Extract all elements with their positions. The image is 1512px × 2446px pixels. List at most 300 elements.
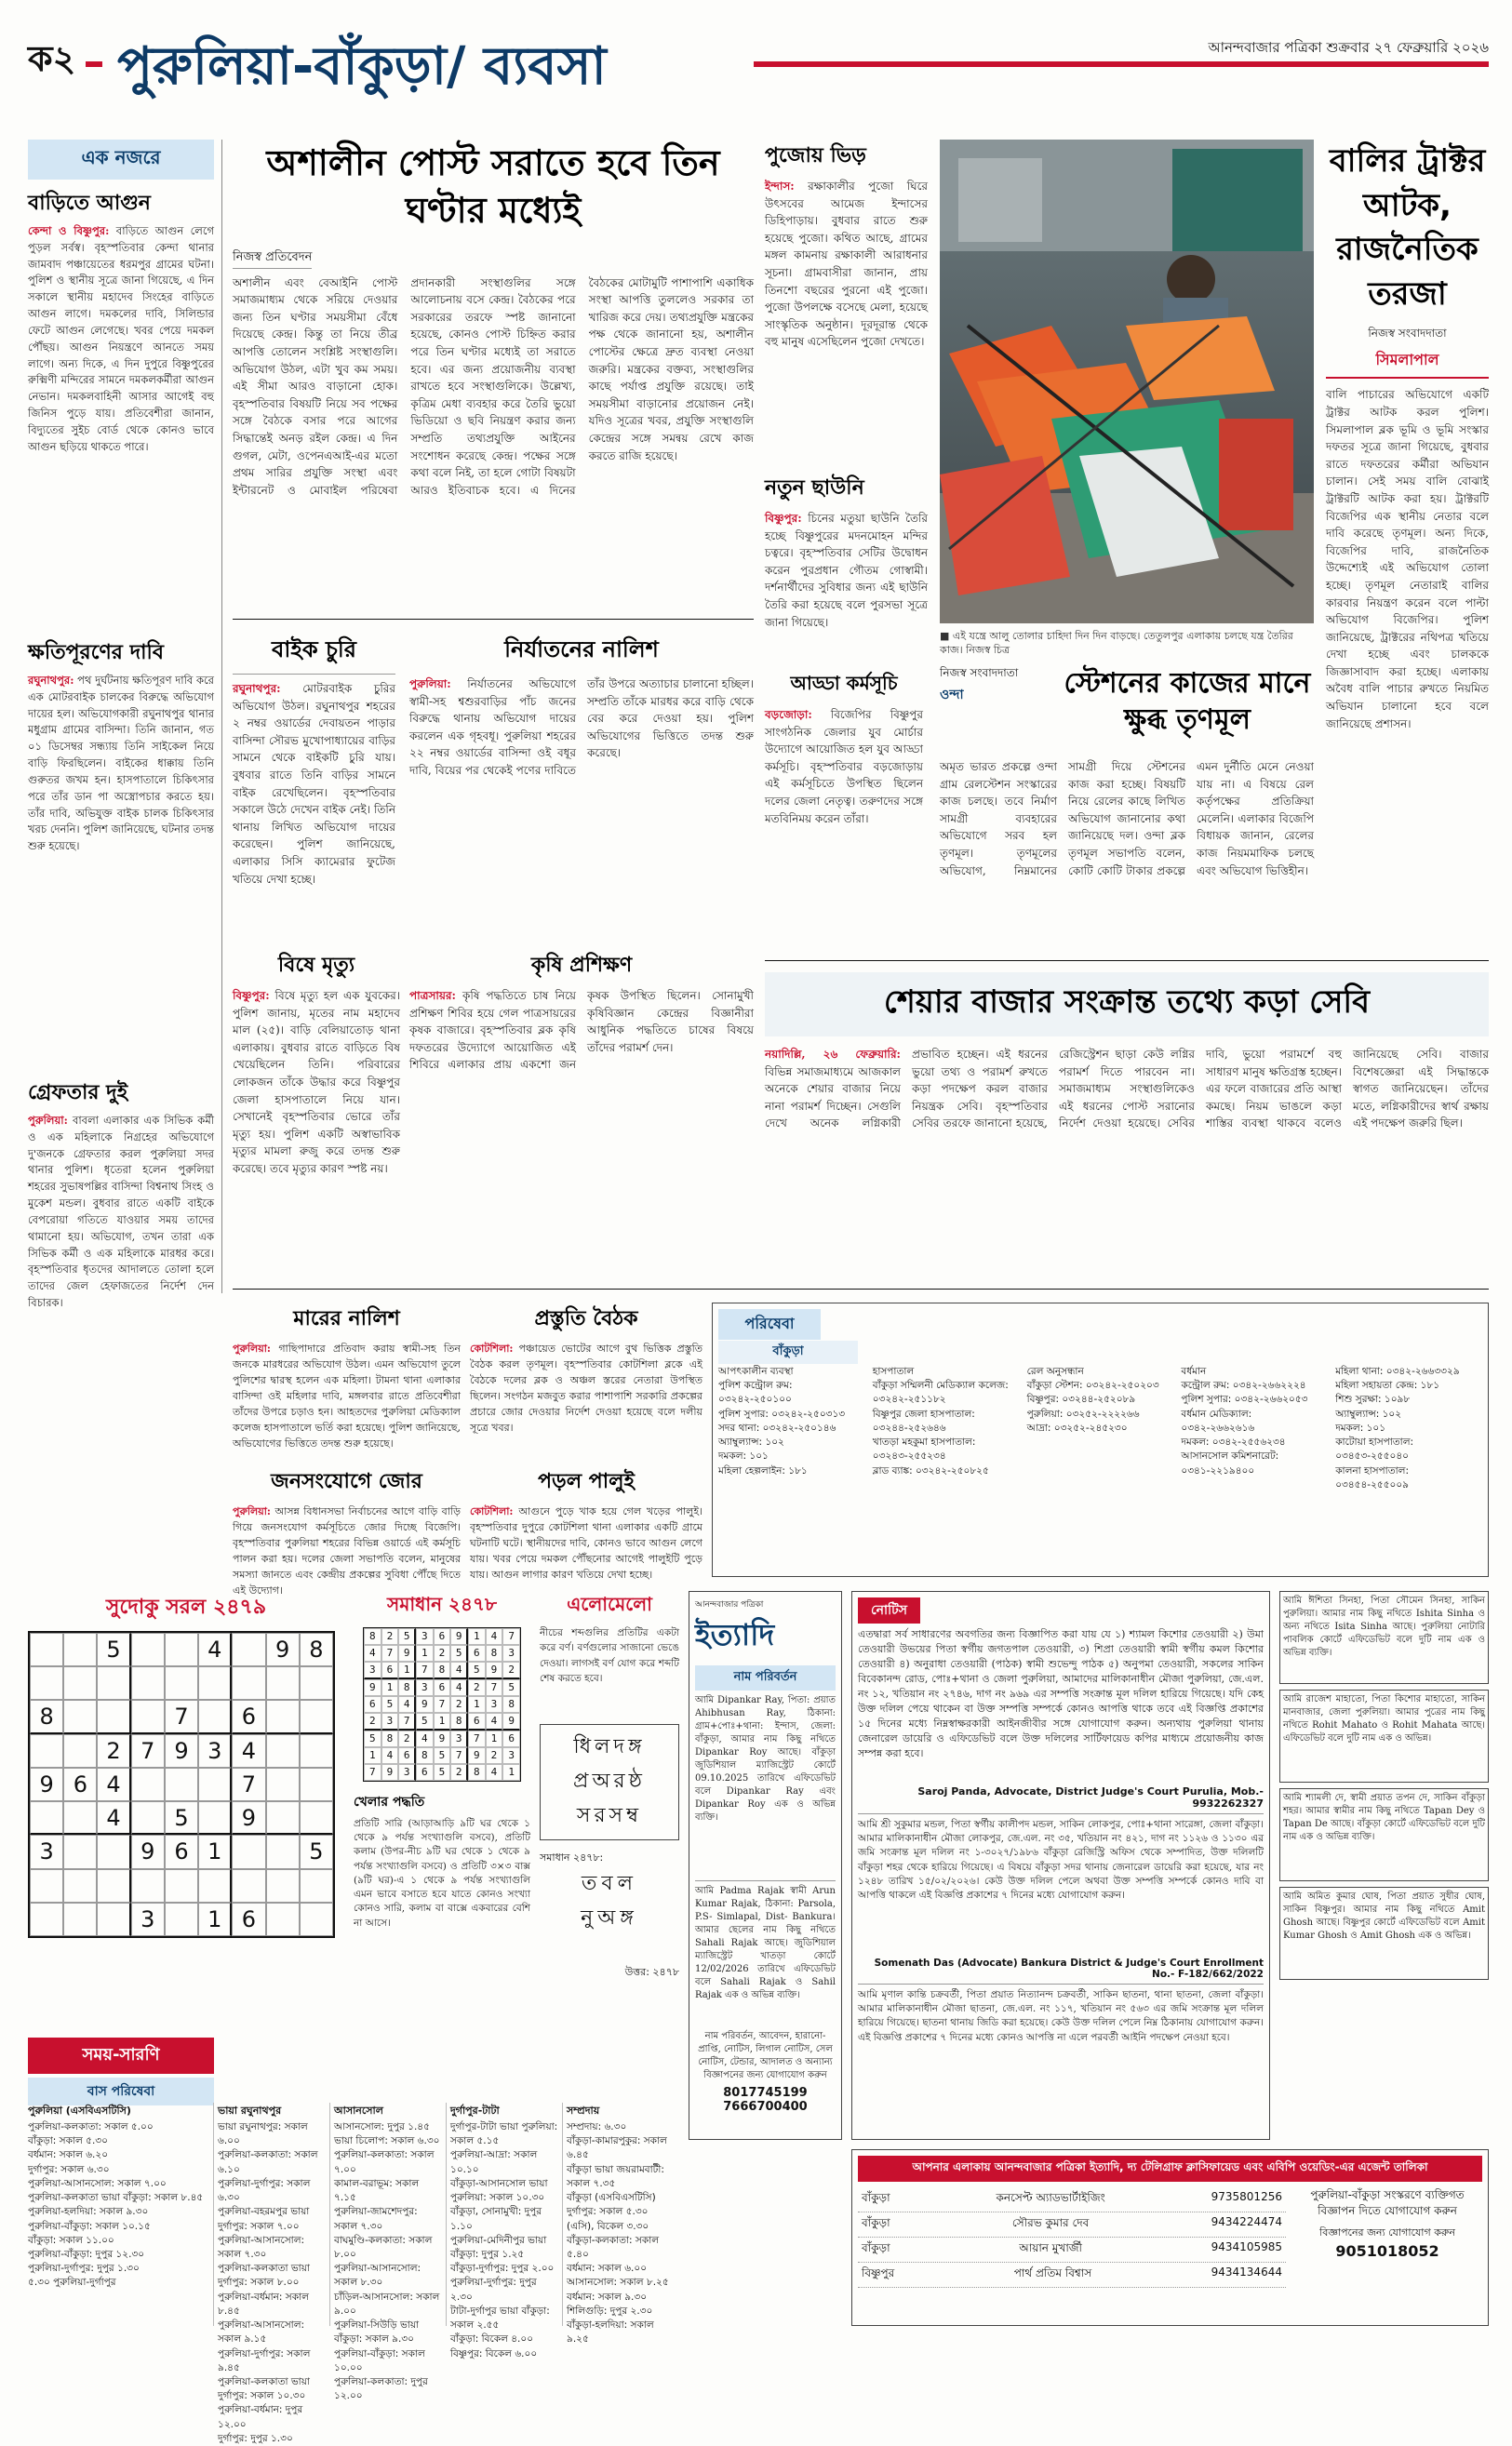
agents-promo [1299,2187,1476,2260]
agent-phone[interactable]: 9434105985 [1211,2240,1282,2253]
farm-headline: কৃষি প্রশিক্ষণ [530,954,633,977]
solution-title: সমাধান ২৪৭৮ [387,1593,497,1615]
agent-phone[interactable]: 9434134644 [1211,2266,1282,2279]
sudoku-cell: 6 [165,1835,198,1868]
sudoku-cell: 4 [198,1633,232,1666]
timetable-banner: সময়-সারণি [28,2038,214,2074]
puja-headline: পুজোয় ভিড় [765,144,866,167]
sudoku-cell [198,1666,232,1700]
sudoku-cell [300,1666,333,1700]
section-rule [233,1289,1489,1290]
elomelo-puzzle [540,1724,679,1840]
timetable-column [563,2103,679,2346]
news-text: বাবলা এলাকার এক সিভিক কর্মী ও এক মহিলাকে নিগ্রহের অভিযোগে দু'জনকে গ্রেফতার করল পুরুলিয়া সদর থানার পুলিশ। ধৃতেরা হলেন পুরুলিয়া শহরের সুভাষপল্লির বাসিন্দা বিশ্বনাথ সিংহ ও মুকেশ মন্ডল। বুধবার রাতে একটি বাইকে বেপরোয়া গতিতে যাওয়ার সময় তাদের থামানো হয়। অভিযোগ, তখন তারা এক সিভিক কর্মী ও এক মহিলাকে মারধর করে। বৃহস্পতিবার ধৃতদের আদালতে তোলা হলে তাদের জেল হেফাজতের নির্দেশ দেন বিচারক। [28,1114,215,1309]
news-title: গ্রেফতার দুই [28,1081,128,1104]
sudoku-cell: 5 [300,1835,333,1868]
solution-cell: 9 [450,1628,468,1645]
sudoku-cell [266,1700,300,1733]
column-divider [221,140,222,1293]
solution-cell: 8 [416,1747,434,1764]
sudoku-cell [30,1633,63,1666]
section-rule [233,619,754,620]
timetable-entries: ভায়া রঘুনাথপুর: সকাল ৬.০০ পুরুলিয়া-কলকাতা: সকাল ৬.১০ পুরুলিয়া-দুর্গাপুর: সকাল ৬.৩০ পুরুলিয়া-বহরমপুর ভায়া দুর্গাপুর: সকাল ৭.০০ পুরুলিয়া-আসানসোল: সকাল ৭.৩০ পুরুলিয়া-কলকাতা ভায়া দুর্গাপুর: সকাল ৮.০০ পুরুলিয়া-বর্ধমান: সকাল ৮.৪৫ পুরুলিয়া-আসানসোল: সকাল ৯.১৫ পুরুলিয়া-দুর্গাপুর: সকাল ৯.৪৫ পুরুলিয়া-কলকাতা ভায়া দুর্গাপুর: সকাল ১০.৩০ পুরুলিয়া-বর্ধমান: দুপুর ১২.০০ দুর্গাপুর: দুপুর ১.৩০ [218,2121,318,2444]
service-column: মহিলা থানা: ০৩৪২-২৬৬৩৩২৯ মহিলা সহায়তা কেন্দ্র: ১৮১ শিশু সুরক্ষা: ১০৯৮ অ্যাম্বুল্যান্স: ১০২ দমকল: ১০১ কাটোয়া হাসপাতাল: ০৩৪৫৩-২৫৫০৪০ কালনা হাসপাতাল: ০৩৪৫৪-২৫৫০০৯ [1335,1366,1460,1490]
news-body [28,673,214,1063]
solution-cell: 4 [486,1764,503,1781]
solution-cell: 9 [364,1679,381,1696]
sudoku-cell [165,1869,198,1903]
solution-cell: 7 [398,1713,416,1731]
solution-cell: 7 [450,1747,468,1764]
classified-note: আমি ঈশিতা সিনহা, পিতা সৌমেন সিনহা, সাকিন পুরুলিয়া। আমার নাম কিছু নথিতে Ishita Sinha ও অন্য নথিতে Isita Sinha আছে। পুরুলিয়া নোটারি পাবলিক কোর্টে এফিডেভিট বলে দুটি নাম এক ও অভিন্ন ব্যক্তি। [1279,1591,1489,1684]
tractor-byline: নিজস্ব সংবাদদাতা [1368,327,1447,341]
beat-text: গাছিপাদারে প্রতিবাদ করায় স্বামী-সহ তিন জনকে মারধরের অভিযোগ উঠল। এমন অভিযোগ তুলে পুলিশের দ্বারস্থ হলেন এক মহিলা। টামনা থানা এলাকার বাসিন্দা ওই মহিলার দাবি, মঙ্গলবার রাতে প্রতিবেশীরা তাঁদের উপরে চড়াও হন। আহতদের পুরুলিয়া মেডিক্যাল কলেজ হাসপাতালে ভর্তি করা হয়েছে। পুলিশ জানিয়েছে, অভিযোগের ভিত্তিতে তদন্ত শুরু হয়েছে। [233,1343,461,1450]
service-column: আপৎকালীন ব্যবস্থা পুলিশ কন্ট্রোল রুম: ০৩২৪২-২৫০১০০ পুলিশ সুপার: ০৩২৪২-২৫০৩১৩ সদর থানা: ০৩২৪২-২৫০১৪৬ অ্যাম্বুল্যান্স: ১০২ দমকল: ১০১ মহিলা হেল্পলাইন: ১৮১ [718,1366,846,1477]
solution-cell: 6 [364,1696,381,1713]
ityadi-phone[interactable]: 7666700400 [723,2100,808,2114]
solution-cell: 2 [502,1662,520,1679]
agent-row [858,2212,1286,2238]
sudoku-cell [165,1666,198,1700]
farm-body [409,987,754,1155]
palui-story [470,1465,702,1582]
poison-body [233,987,400,1175]
sudoku-cell [30,1903,63,1936]
sudoku-cell [63,1734,97,1768]
solution-cell: 6 [468,1645,486,1662]
sudoku-cell: 9 [30,1768,63,1801]
beat-place: পুরুলিয়া: [233,1343,271,1355]
solution-cell: 1 [364,1747,381,1764]
solution-cell: 1 [434,1713,451,1731]
timetable-subbanner: বাস পরিষেবা [28,2078,214,2105]
solution-cell: 6 [502,1731,520,1747]
sudoku-cell: 9 [131,1835,165,1868]
sudoku-cell: 1 [198,1835,232,1868]
solution-cell: 8 [450,1713,468,1731]
contact-story [233,1465,461,1597]
elomelo-box [540,1591,679,2028]
sebi-body [765,1046,1489,1288]
sudoku-title: সুদোকু সরল ২৪৭৯ [105,1596,267,1619]
solution-cell: 5 [450,1645,468,1662]
sudoku-cell: 8 [30,1700,63,1733]
service-column: রেল অনুসন্ধান বাঁকুড়া স্টেশন: ০৩২৪২-২৫০২০৩ বিষ্ণুপুর: ০৩২৪৪-২৫২০৮৯ পুরুলিয়া: ০৩২৫২-২২২২৬৬ আদ্রা: ০৩২৫২-২৪৫২৩০ [1026,1366,1159,1434]
notice-third-body: আমি মৃণাল কান্তি চক্রবর্তী, পিতা প্রয়াত নিত্যানন্দ চক্রবর্তী, সাকিন ছাতনা, থানা ছাতনা, জেলা বাঁকুড়া। আমার মালিকানাধীন মৌজা ছাতনা, জে.এল. নং ১১৭, খতিয়ান নং ৫৬৩ এর জমি সংক্রান্ত মূল দলিল হারিয়ে গিয়েছে। ছাতনা থানায় জিডি করা হয়েছে। কেউ উক্ত দলিল পেলে নিম্ন ঠিকানায় যোগাযোগ করুন। এই বিজ্ঞপ্তি প্রকাশের ৭ দিনের মধ্যে কোনও আপত্তি না এলে পরবর্তী আইনি পদক্ষেপ নেওয়া হবে। [858,1989,1264,2043]
agent-row [858,2238,1286,2263]
solution-cell: 1 [398,1662,416,1679]
solution-cell: 4 [486,1713,503,1731]
parisheba-banner: পরিষেবা [718,1309,821,1340]
ityadi-brand: আনন্দবাজার পত্রিকা [695,1600,764,1610]
sudoku-cell [198,1801,232,1835]
news-place: পুরুলিয়া: [28,1114,68,1127]
sudoku-cell [63,1700,97,1733]
timetable-column [447,2103,563,2359]
sudoku-cell [300,1700,333,1733]
sudoku-cell [97,1903,130,1936]
prep-text: পঞ্চায়েত ভোটের আগে বুথ ভিত্তিক প্রস্তুতি বৈঠক করল তৃণমূল। বৃহস্পতিবার কোটশিলা ব্লকে এই বৈঠকে দলের ব্লক ও অঞ্চল স্তরের নেতারা উপস্থিত ছিলেন। সংগঠন মজবুত করার পাশাপাশি সরকারি প্রকল্পের প্রচারে জোর দেওয়ার নির্দেশ দেওয়া হয়েছে বলে দলীয় সূত্রে খবর। [470,1343,702,1435]
sudoku-cell [30,1666,63,1700]
solution-cell: 7 [502,1628,520,1645]
elomelo-title: এলোমেলো [567,1593,652,1615]
solution-cell: 7 [468,1731,486,1747]
sudoku-cell [97,1666,130,1700]
sudoku-cell [63,1869,97,1903]
solution-cell: 3 [398,1764,416,1781]
timetable-entries: পুরুলিয়া-কলকাতা: সকাল ৫.০০ বাঁকুড়া: সকাল ৫.৩০ বর্ধমান: সকাল ৬.২০ দুর্গাপুর: সকাল ৬.৩০ পুরুলিয়া-আসানসোল: সকাল ৭.০০ পুরুলিয়া-কলকাতা ভায়া বাঁকুড়া: সকাল ৮.৪৫ পুরুলিয়া-হলদিয়া: সকাল ৯.৩০ পুরুলিয়া-বাঁকুড়া: সকাল ১০.১৫ বাঁকুড়া: সকাল ১১.০০ পুরুলিয়া-বাঁকুড়া: দুপুর ১২.৩০ পুরুলিয়া-দুর্গাপুর: দুপুর ১.৩০ ৫.৩০ পুরুলিয়া-দুর্গাপুর [28,2121,204,2289]
sudoku-cell: 9 [232,1801,265,1835]
solution-cell: 4 [416,1731,434,1747]
masthead-rule [754,61,1489,67]
sudoku-cell [30,1801,63,1835]
solution-cell: 9 [381,1764,399,1781]
prep-place: কোটশিলা: [470,1343,514,1355]
ityadi-box [689,1591,842,2140]
sudoku-cell: 9 [266,1633,300,1666]
news-place: রঘুনাথপুর: [28,674,74,687]
prep-body [470,1341,702,1462]
sudoku-cell [131,1666,165,1700]
palui-headline: পড়ল পালুই [538,1470,635,1493]
adda-headline: আড্ডা কর্মসূচি [790,672,898,694]
sudoku-cell [266,1869,300,1903]
masthead [28,26,1489,97]
timetable-column [28,2103,214,2326]
solution-grid [363,1627,521,1782]
sudoku-cell [131,1869,165,1903]
solution-cell: 5 [434,1764,451,1781]
sudoku-cell [198,1869,232,1903]
solution-cell: 6 [398,1747,416,1764]
ityadi-title: ইত্যাদি [695,1617,775,1652]
sudoku-cell: 4 [97,1768,130,1801]
solution-cell: 2 [398,1731,416,1747]
solution-cell: 6 [434,1679,451,1696]
sudoku-cell [232,1633,265,1666]
notice-signature: Saroj Panda, Advocate, District Judge's Court Purulia, Mob.- 9932262327 [858,1785,1264,1814]
puja-text: রক্ষাকালীর পুজো ঘিরে উৎসবের আমেজ ইন্দাসের ডিহিপাড়ায়। বুধবার রাতে শুরু হয়েছে পুজো। কথিত আছে, গ্রামের মঙ্গল কামনায় রক্ষাকালী আরাধনার সূচনা। গ্রামবাসীরা জানান, প্রায় তিনশো বছরের পুরনো এই পুজো। পুজো উপলক্ষে বসেছে মেলা, হয়েছে সাংস্কৃতিক অনুষ্ঠান। দূরদূরান্ত থেকে বহু মানুষ এসেছিলেন পুজো দেখতে। [765,180,928,349]
solution-cell: 8 [502,1696,520,1713]
news-body [28,223,214,623]
contact-headline: জনসংযোগে জোর [271,1470,422,1493]
agent-phone[interactable]: 9735801256 [1211,2190,1282,2203]
solution-cell: 9 [502,1713,520,1731]
sudoku-cell [266,1734,300,1768]
news-text: পথ দুর্ঘটনায় ক্ষতিপূরণ দাবি করে এক মোটরবাইক চালকের বিরুদ্ধে অভিযোগ দায়ের হল। অভিযোগকারী রঘুনাথপুর থানার মধুগ্রাম গ্রামের বাসিন্দা। তিনি জানান, গত ০১ ডিসেম্বর সন্ধ্যায় তিনি সাইকেল নিয়ে বাড়ি ফিরছিলেন। বাইকের ধাক্কায় তিনি গুরুতর জখম হন। হাসপাতালে চিকিৎসার পরে তাঁর ডান পা অস্ত্রোপচার করতে হয়। তাঁর দাবি, অভিযুক্ত বাইক চালক চিকিৎসার খরচ দেননি। পুলিশ জানিয়েছে, ঘটনার তদন্ত শুরু হয়েছে। [28,674,214,853]
sudoku-cell: 8 [300,1633,333,1666]
timetable-col-title: আসানসোল [334,2105,383,2117]
elomelo-instructions: নীচের শব্দগুলির প্রতিটির একটা করে বর্ণ। বর্ণগুলোর সাজানো ভেঙে দেওয়া। লাগসই বর্ণ যোগ করে শব্দটি শেষ করতে হবে। [540,1627,679,1684]
puja-place: ইন্দাস: [765,180,795,193]
sudoku-cell: 2 [97,1734,130,1768]
solution-cell: 3 [502,1747,520,1764]
timetable-cols [28,2103,679,2444]
solution-cell: 2 [450,1764,468,1781]
sudoku-cell [131,1700,165,1733]
solution-cell: 2 [381,1628,399,1645]
camp-headline: নতুন ছাউনি [765,476,864,500]
solution-cell: 9 [434,1731,451,1747]
solution-cell: 8 [398,1679,416,1696]
agent-row [858,2263,1286,2288]
sudoku-cell [63,1801,97,1835]
solution-cell: 3 [416,1679,434,1696]
torture-story [409,633,754,940]
solution-cell: 3 [416,1628,434,1645]
station-headline: স্টেশনের কাজের মানে ক্ষুব্ধ তৃণমূল [1064,667,1311,736]
solution-cell: 1 [486,1731,503,1747]
masthead-tick [86,61,102,67]
solution-cell: 6 [381,1662,399,1679]
classified-note: আমি অমিত কুমার ঘোষ, পিতা প্রয়াত সুধীর ঘোষ, সাকিন বিষ্ণুপুর। আমার নাম কিছু নথিতে Amit Ghosh আছে। বিষ্ণুপুর কোর্টে এফিডেভিট বলে Amit Kumar Ghosh ও Amit Ghosh এক ও অভিন্ন। [1279,1887,1489,1980]
sudoku-cell [63,1666,97,1700]
poison-text: বিষে মৃত্যু হল এক যুবকের। পুলিশ জানায়, মৃতের নাম মহাদেব মাল (২৫)। বাড়ি বেলিয়াতোড় থানা এলাকায়। বুধবার রাতে বাড়িতে বিষ খেয়েছিলেন তিনি। পরিবারের লোকজন তাঁকে উদ্ধার করে বিষ্ণুপুর জেলা হাসপাতালে নিয়ে যান। সেখানেই বৃহস্পতিবার ভোরে তাঁর মৃত্যু হয়। পুলিশ একটি অস্বাভাবিক মৃত্যুর মামলা রুজু করে তদন্ত শুরু করেছে। তবে মৃত্যুর কারণ স্পষ্ট নয়। [233,989,400,1175]
news-title: বাড়িতে আগুন [28,192,151,215]
beat-complaint-story [233,1303,461,1456]
agents-title: আপনার এলাকায় আনন্দবাজার পত্রিকা ইত্যাদি, দ্য টেলিগ্রাফ ক্লাসিফায়েড এবং এবিপি ওয়েডিং-এর এজেন্ট তালিকা [858,2156,1482,2182]
poison-headline: বিষে মৃত্যু [277,954,355,977]
timetable-col-title: সম্প্রদায় [567,2105,600,2117]
solution-cell: 2 [364,1713,381,1731]
elomelo-answer: নুঅঙ্গ [581,1906,638,1930]
classified-note: আমি শ্যামলী দে, স্বামী প্রয়াত তপন দে, সাকিন বাঁকুড়া শহর। আমার স্বামীর নাম কিছু নথিতে Tapan Dey ও Tapan De আছে। বাঁকুড়া কোর্টে এফিডেভিট বলে দুটি নাম এক ও অভিন্ন ব্যক্তি। [1279,1788,1489,1881]
torture-body [409,675,754,936]
notice-body: এতদ্বারা সর্ব সাধারণের অবগতির জন্য বিজ্ঞাপিত করা যায় যে ১) শ্যামল কিশোর তেওয়ারী ২) উমা তেওয়ারী উভয়ের পিতা স্বর্গীয় জগতপাল তেওয়ারী, ৩) শিপ্রা তেওয়ারী স্বামী স্বর্গীয় কমল কিশোর তেওয়ারী ৪) অনুরাধা তেওয়ারী (পাঠক) স্বামী শুভেন্দু পাঠক ৫) অনুপমা তেওয়ারী, সকলের সাকিন বিবেকানন্দ রোড, পোঃ+থানা ও জেলা পুরুলিয়া, আমাদের মালিকানাধীন মৌজা পুরুলিয়া, জে.এল. নং ১২, খতিয়ান নং ২৭৪৬, দাগ নং ৯৬৯ এর সম্পত্তি সংক্রান্ত মূল দলিল হারিয়ে গিয়েছে। যদি কেহ উক্ত দলিল পেয়ে থাকেন বা উক্ত সম্পত্তি সম্পর্কে কোনও আপত্তি থাকে তবে এই বিজ্ঞপ্তি প্রকাশের ১৫ দিনের মধ্যে নিম্নস্বাক্ষরকারী আইনজীবীর সঙ্গে যোগাযোগ করুন। অন্যথায় পুরুলিয়া থানায় জেনারেল ডায়েরি ও এফিডেভিট বলে উক্ত দলিলের সার্টিফায়েড কপির মাধ্যমে প্রয়োজনীয় কাজ সম্পন্ন করা হবে। [858,1628,1264,1759]
timetable-col-title: পুরুলিয়া (এসবিএসটিসি) [28,2105,131,2117]
sand-tractor-story [1326,140,1489,949]
solution-cell: 5 [468,1662,486,1679]
agent-place: বাঁকুড়া [862,2241,890,2254]
affidavit-notice: আমি Padma Rajak স্বামী Arun Kumar Rajak, ঠিকানা: Parsola, P.S- Simlapal, Dist- Bankura। আমার ছেলের নাম কিছু নথিতে Sahali Rajak আছে। জুডিশিয়াল ম্যাজিস্ট্রেট খাতড়া কোর্টে 12/02/2026 তারিখে এফিডেভিট বলে Sahali Rajak ও Sahil Rajak এক ও অভিন্ন ব্যক্তি। [695,1880,836,2025]
solution-cell: 3 [381,1713,399,1731]
adda-place: বড়জোড়া: [765,708,812,721]
promo-text: পুরুলিয়া-বাঁকুড়া সংস্করণে ব্যক্তিগত বিজ্ঞাপন দিতে যোগাযোগ করুন [1310,2188,1465,2217]
sudoku-cell: 6 [232,1700,265,1733]
sudoku-cell [97,1835,130,1868]
sebi-dateline: নয়াদিল্লি, ২৬ ফেব্রুয়ারি: [765,1048,901,1061]
sudoku-cell [266,1666,300,1700]
solution-cell: 4 [398,1696,416,1713]
solution-cell: 7 [381,1645,399,1662]
timetable-box [28,2038,679,2444]
sudoku-grid [28,1631,335,1938]
sudoku-cell [300,1768,333,1801]
sudoku-cell: 5 [165,1801,198,1835]
sudoku-cell [165,1633,198,1666]
service-column: বর্ধমান কন্ট্রোল রুম: ০৩৪২-২৬৬২২২৪ পুলিশ সুপার: ০৩৪২-২৬৬২০৫৩ বর্ধমান মেডিক্যাল: ০৩৪২-২৬৬২৬১৬ দমকল: ০৩৪২-২৫৫৬২৩৪ আসানসোল কমিশনারেট: ০৩৪১-২২১৯৪০০ [1181,1366,1308,1477]
torture-place: পুরুলিয়া: [409,677,451,690]
sudoku-cell [165,1903,198,1936]
sudoku-cell [232,1869,265,1903]
sudoku-box [28,1591,344,2028]
parisheba-district: বাঁকুড়া [718,1341,858,1364]
sudoku-cell [266,1801,300,1835]
notice-title: নোটিস [858,1597,920,1624]
ityadi-tab: নাম পরিবর্তন [695,1665,836,1691]
photo-caption: ■ এই যন্ত্রে আলু তোলার চাহিদা দিন দিন বাড়ছে। তেতুলপুর এলাকায় চলছে যন্ত্র তৈরির কাজ। নিজস্ব চিত্র [940,630,1293,657]
agents-box [851,2149,1489,2326]
photo-illustration [940,140,1314,623]
solution-cell: 4 [450,1679,468,1696]
palui-text: আগুনে পুড়ে খাক হয়ে গেল খড়ের পালুই। বৃহস্পতিবার দুপুরে কোটশিলা থানা এলাকার একটি গ্রামে ঘটনাটি ঘটে। স্থানীয়দের দাবি, কোনও ভাবে আগুন লেগে যায়। খবর পেয়ে দমকল পৌঁছনোর আগেই পালুইটি পুড়ে যায়। আগুন লাগার কারণ খতিয়ে দেখা হচ্ছে। [470,1505,702,1582]
sudoku-cell: 1 [198,1903,232,1936]
agent-place: বাঁকুড়া [862,2191,890,2204]
sudoku-cell [232,1666,265,1700]
sudoku-cell [131,1768,165,1801]
station-place: ওন্দা [940,688,964,702]
agent-name: পার্থ প্রতিম বিশ্বাস [1013,2266,1092,2279]
timetable-column [214,2103,330,2444]
solution-cell: 4 [381,1747,399,1764]
sudoku-cell: 6 [63,1768,97,1801]
solution-cell: 2 [486,1747,503,1764]
sudoku-cell [266,1903,300,1936]
notice-second-body: আমি শ্রী সুকুমার মন্ডল, পিতা স্বর্গীয় কালীপদ মন্ডল, সাকিন লোকপুর, পোঃ+থানা সারেঙ্গা, জেলা বাঁকুড়া। আমার মালিকানাধীন মৌজা লোকপুর, জে.এল. নং ৩৫, খতিয়ান নং ৪২১, দাগ নং ১১২৬ ও ১১৩০ এর জমি সংক্রান্ত মূল দলিল নং ১-৩০২৭/১৯৮৬ বাঁকুড়া রেজিস্ট্রি অফিস থেকে সম্পাদিত, উক্ত দলিলটি বাঁকুড়া শহর থেকে হারিয়ে গিয়েছে। এ বিষয়ে বাঁকুড়া সদর থানায় জেনারেল ডায়েরি করা হয়েছে, যার নং ১২৪৮ তারিখ ১৫/০২/২০২৬। কেউ উক্ত দলিল পেলে অথবা উক্ত সম্পত্তি সম্পর্কে কোনও দাবি বা আপত্তি থাকলে এই বিজ্ঞপ্তি প্রকাশের ৭ দিনের মধ্যে যোগাযোগ করুন। [858,1819,1264,1902]
sudoku-cell [97,1869,130,1903]
sudoku-cell [30,1869,63,1903]
solution-cell: 9 [416,1696,434,1713]
bike-headline: বাইক চুরি [233,633,395,675]
tractor-body: বালি পাচারের অভিযোগে একটি ট্রাক্টর আটক করল পুলিশ। সিমলাপাল ব্লক ভূমি ও ভূমি সংস্কার দফতর সূত্রে জানা গিয়েছে, বুধবার রাতে দফতরের কর্মীরা অভিযান চালান। সেই সময় বালি বোঝাই ট্রাক্টরটি আটক করা হয়। ট্রাক্টরটি বিজেপির এক স্থানীয় নেতার বলে দাবি করেছে তৃণমূল। অন্য দিকে, বিজেপির দাবি, রাজনৈতিক উদ্দেশ্যেই এই অভিযোগ তোলা হচ্ছে। তৃণমূল নেতারাই বালির কারবার নিয়ন্ত্রণ করেন বলে পাল্টা অভিযোগ বিজেপির। পুলিশ জানিয়েছে, ট্রাক্টরের নথিপত্র খতিয়ে দেখা হচ্ছে এবং চালককে জিজ্ঞাসাবাদ করা হচ্ছে। এলাকায় অবৈধ বালি পাচার রুখতে নিয়মিত অভিযান চালানো হবে বলে জানিয়েছে প্রশাসন। [1326,388,1489,730]
solution-cell: 2 [468,1679,486,1696]
solution-cell: 6 [416,1764,434,1781]
solution-cell: 1 [502,1764,520,1781]
timetable-column [330,2103,447,2402]
beat-headline: মারের নালিশ [293,1307,400,1330]
ityadi-phone[interactable]: 8017745199 [723,2086,808,2100]
poison-place: বিষ্ণুপুর: [233,989,270,1002]
solution-cell: 5 [364,1731,381,1747]
farm-text: কৃষি পদ্ধতিতে চাষ নিয়ে প্রশিক্ষণ শিবির হয়ে গেল পাত্রসায়রের কৃষক বাজারে। বৃহস্পতিবার ব্লক কৃষি দফতরের উদ্যোগে আয়োজিত এই শিবিরে এলাকার প্রায় একশো জন কৃষক উপস্থিত ছিলেন। সোনামুখী কৃষিবিজ্ঞান কেন্দ্রের বিজ্ঞানীরা আধুনিক পদ্ধতিতে চাষের বিষয়ে তাঁদের পরামর্শ দেন। [409,989,754,1072]
agent-row [858,2187,1286,2212]
agent-place: বাঁকুড়া [862,2216,890,2229]
solution-cell: 1 [468,1696,486,1713]
sudoku-cell: 7 [131,1734,165,1768]
solution-cell: 3 [502,1645,520,1662]
bike-body [233,680,395,950]
affidavit-notice: আমি Dipankar Ray, পিতা: প্রয়াত Ahibhusan Ray, ঠিকানা: গ্রাম+পোঃ+থানা: ইন্দাস, জেলা: বাঁকুড়া, আমার নাম কিছু নথিতে Dipankar Roy আছে। বাঁকুড়া জুডিশিয়াল ম্যাজিস্ট্রেট কোর্টে 09.10.2025 তারিখে এফিডেভিট বলে Dipankar Ray এবং Dipankar Roy এক ও অভিন্ন ব্যক্তি। [695,1695,836,1823]
sudoku-cell: 9 [165,1734,198,1768]
page-number: ক২ [28,37,76,79]
notice-second-signature: Somenath Das (Advocate) Bankura District & Judge's Court Enrollment No.- F-182/662/2022 [858,1958,1264,1985]
solution-cell: 3 [486,1696,503,1713]
sudoku-cell [131,1801,165,1835]
agent-phone[interactable]: 9434224474 [1211,2215,1282,2228]
solution-cell: 8 [434,1662,451,1679]
bike-theft-story [233,633,395,944]
tractor-headline: বালির ট্রাক্টর আটক, রাজনৈতিক তরজা [1329,142,1486,313]
station-kicker: নিজস্ব সংবাদদাতা [940,666,1019,679]
sudoku-cell: 7 [232,1768,265,1801]
solution-cell: 5 [398,1628,416,1645]
contact-body [233,1504,461,1597]
adda-text: বিজেপির বিষ্ণুপুর সাংগঠনিক জেলার যুব মোর্চার উদ্যোগে আয়োজিত হল যুব আড্ডা কর্মসূচি। বৃহস্পতিবার বড়জোড়ায় এই কর্মসূচিতে উপস্থিত ছিলেন দলের জেলা নেতৃত্ব। তরুণদের সঙ্গে মতবিনিময় করেন তাঁরা। [765,708,923,825]
lead-story [233,140,754,605]
sudoku-cell [63,1633,97,1666]
solution-cell: 5 [416,1713,434,1731]
solution-cell: 3 [364,1662,381,1679]
agents-table [858,2187,1286,2288]
solution-cell: 5 [434,1747,451,1764]
timetable-entries: সম্প্রদায়: ৬.৩০ বাঁকুড়া-কামারপুকুর: সকাল ৬.৪৫ বাঁকুড়া ভায়া জয়রামবাটী: সকাল ৭.৩৫ বাঁকুড়া (এসবিএসটিসি) দুর্গাপুর: সকাল ৫.৩০ (এসি), বিকেল ৩.৩০ বাঁকুড়া-কলকাতা: সকাল ৫.৪০ বর্ধমান: সকাল ৬.০০ আসানসোল: সকাল ৮.২৫ বর্ধমান: সকাল ৯.৩০ শিলিগুড়ি: দুপুর ২.৩০ বাঁকুড়া-হলদিয়া: সকাল ৯.২৫ [567,2121,669,2346]
sudoku-cell [165,1768,198,1801]
timetable-col-title: ভায়া রঘুনাথপুর [218,2105,282,2117]
section-rule [765,960,1489,961]
solution-cell: 8 [468,1764,486,1781]
sudoku-cell [232,1835,265,1868]
sudoku-cell: 3 [198,1734,232,1768]
section-title: পুরুলিয়া-বাঁকুড়া/ ব্যবসা [117,36,607,97]
agent-name: কনসেপ্ট অ্যাডভার্টাইজিং [996,2191,1105,2204]
sebi-text: বিভিন্ন সমাজমাধ্যমে আজকাল অনেকে শেয়ার বাজার নিয়ে নানা পরামর্শ দিচ্ছেন। সেগুলি দেখে অনেক লগ্নিকারী প্রভাবিত হচ্ছেন। এই ধরনের ভুয়ো তথ্য ও পরামর্শ রুখতে কড়া পদক্ষেপ করল বাজার নিয়ন্ত্রক সেবি। বৃহস্পতিবার সেবির তরফে জানানো হয়েছে, রেজিস্ট্রেশন ছাড়া কেউ লগ্নির পরামর্শ দিতে পারবেন না। সমাজমাধ্যম সংস্থাগুলিকেও এই ধরনের পোস্ট সরানোর নির্দেশ দেওয়া হয়েছে। সেবির দাবি, ভুয়ো পরামর্শে বহু সাধারণ মানুষ ক্ষতিগ্রস্ত হচ্ছেন। এর ফলে বাজারের প্রতি আস্থা কমছে। নিয়ম ভাঙলে কড়া শাস্তির ব্যবস্থা থাকবে বলেও জানিয়েছে সেবি। বাজার বিশেষজ্ঞেরা এই সিদ্ধান্তকে স্বাগত জানিয়েছেন। তাঁদের মতে, লগ্নিকারীদের স্বার্থ রক্ষায় এই পদক্ষেপ জরুরি ছিল। [765,1048,1489,1130]
adda-story [765,670,923,949]
solution-cell: 5 [502,1679,520,1696]
sudoku-cell [198,1768,232,1801]
agent-name: সৌরভ কুমার দেব [1011,2216,1090,2229]
lead-byline: নিজস্ব প্রতিবেদন [233,248,312,269]
solution-cell: 7 [434,1696,451,1713]
elomelo-row: ধিলদঙ্গ [573,1735,646,1758]
promo-footer: বিজ্ঞাপনের জন্য যোগাযোগ করুন [1319,2225,1455,2239]
sudoku-cell [266,1835,300,1868]
solution-cell: 8 [486,1645,503,1662]
solution-cell: 8 [381,1731,399,1747]
poison-death-story [233,949,400,1175]
solution-cell: 6 [468,1713,486,1731]
solution-cell: 7 [486,1679,503,1696]
solution-cell: 9 [398,1645,416,1662]
timetable-col-title: দুর্গাপুর-টাটা [450,2105,500,2117]
puja-body [765,178,928,457]
ek-najore-banner: এক নজরে [28,140,214,180]
notice-box [851,1591,1270,2140]
sudoku-cell [300,1869,333,1903]
solution-cell: 1 [381,1679,399,1696]
solution-cell: 8 [364,1628,381,1645]
sudoku-cell: 3 [131,1903,165,1936]
solution-cell: 7 [416,1662,434,1679]
elomelo-answer-label: সমাধান ২৪৭৮: [540,1851,604,1864]
sudoku-cell [63,1903,97,1936]
promo-phone[interactable]: 9051018052 [1335,2241,1439,2260]
elomelo-answer: তবল [581,1872,638,1895]
camp-text: চিনের মতুয়া ছাউনি তৈরি হচ্ছে বিষ্ণুপুরের মদনমোহন মন্দির চত্বরে। বৃহস্পতিবার সেটির উদ্বোধন করেন পুরপ্রধান গৌতম গোস্বামী। দর্শনার্থীদের সুবিধার জন্য এই ছাউনি তৈরি করা হয়েছে বলে পুরসভা সূত্রে জানা গিয়েছে। [765,512,928,629]
sudoku-cell [30,1734,63,1768]
sudoku-cell [300,1903,333,1936]
solution-cell: 1 [468,1628,486,1645]
solution-cell: 4 [450,1662,468,1679]
solution-cell: 5 [381,1696,399,1713]
torture-text: নির্যাতনের অভিযোগে স্বামী-সহ শ্বশুরবাড়ির পাঁচ জনের বিরুদ্ধে থানায় অভিযোগ দায়ের করলেন এক গৃহবধূ। পুরুলিয়া শহরের ২২ নম্বর ওয়ার্ডের বাসিন্দা ওই বধূর দাবি, বিয়ের পর থেকেই পণের দাবিতে তাঁর উপরে অত্যাচার চালানো হচ্ছিল। সম্প্রতি তাঁকে মারধর করে বাড়ি থেকে বের করে দেওয়া হয়। পুলিশ অভিযোগের ভিত্তিতে তদন্ত শুরু করেছে। [409,677,754,777]
bike-text: মোটরবাইক চুরির অভিযোগ উঠল। রঘুনাথপুর শহরের ২ নম্বর ওয়ার্ডের দেবায়তন পাড়ার বাসিন্দা সৌরভ মুখোপাধ্যায়ের বাড়ির সামনে থেকে বাইকটি চুরি যায়। বুধবার রাতে তিনি বাড়ির সামনে বাইক রেখেছিলেন। বৃহস্পতিবার সকালে উঠে দেখেন বাইক নেই। তিনি থানায় লিখিত অভিযোগ দায়ের করেছেন। পুলিশ জানিয়েছে, এলাকার সিসি ক্যামেরার ফুটেজ খতিয়ে দেখা হচ্ছে। [233,682,395,886]
solution-cell: 6 [434,1628,451,1645]
solution-cell: 3 [450,1731,468,1747]
sudoku-cell: 6 [232,1903,265,1936]
solution-cell: 4 [364,1645,381,1662]
sudoku-cell: 7 [165,1700,198,1733]
contact-place: পুরুলিয়া: [233,1505,271,1517]
news-place: কেন্দা ও বিষ্ণুপুর: [28,224,110,237]
service-column: হাসপাতাল বাঁকুড়া সম্মিলনী মেডিক্যাল কলেজ: ০৩২৪২-২৫১১৮২ বিষ্ণুপুর জেলা হাসপাতাল: ০৩২৪৪-২৫২৬৪৬ খাতড়া মহকুমা হাসপাতাল: ০৩২৪৩-২৫৫২৩৪ ব্লাড ব্যাঙ্ক: ০৩২৪২-২৫০৮২৫ [872,1366,1009,1477]
rules-body: প্রতিটি সারি (আড়াআড়ি ৯টি ঘর থেকে ১ থেকে ৯ পর্যন্ত সংখ্যাগুলি বসবে), প্রতিটি কলাম (উপর-নীচ ৯টি ঘর থেকে ১ থেকে ৯ পর্যন্ত সংখ্যাগুলি বসবে) ও প্রতিটি ৩×৩ বাক্স (৯টি ঘর)-এ ১ থেকে ৯ পর্যন্ত সংখ্যাগুলি এমন ভাবে বসাতে হবে যাতে কোনও সংখ্যা কোনও সারি, কলাম বা বাক্সে একবারের বেশি না আসে। [354,1818,530,1929]
sudoku-cell [63,1835,97,1868]
solution-cell: 2 [450,1696,468,1713]
contact-text: আসন্ন বিধানসভা নির্বাচনের আগে বাড়ি বাড়ি গিয়ে জনসংযোগ কর্মসূচিতে জোর দিচ্ছে বিজেপি। বৃহস্পতিবার পুরুলিয়া শহরের বিভিন্ন ওয়ার্ডে এই কর্মসূচি পালন করা হয়। দলের জেলা সভাপতি বলেন, মানুষের সমস্যা জানতে এবং কেন্দ্রীয় প্রকল্পের সুবিধা পৌঁছে দিতে এই উদ্যোগ। [233,1505,461,1597]
classified-strip [1279,1591,1489,1991]
agent-name: আয়ান মুখার্জী [1019,2241,1082,2254]
solution-cell: 2 [434,1645,451,1662]
